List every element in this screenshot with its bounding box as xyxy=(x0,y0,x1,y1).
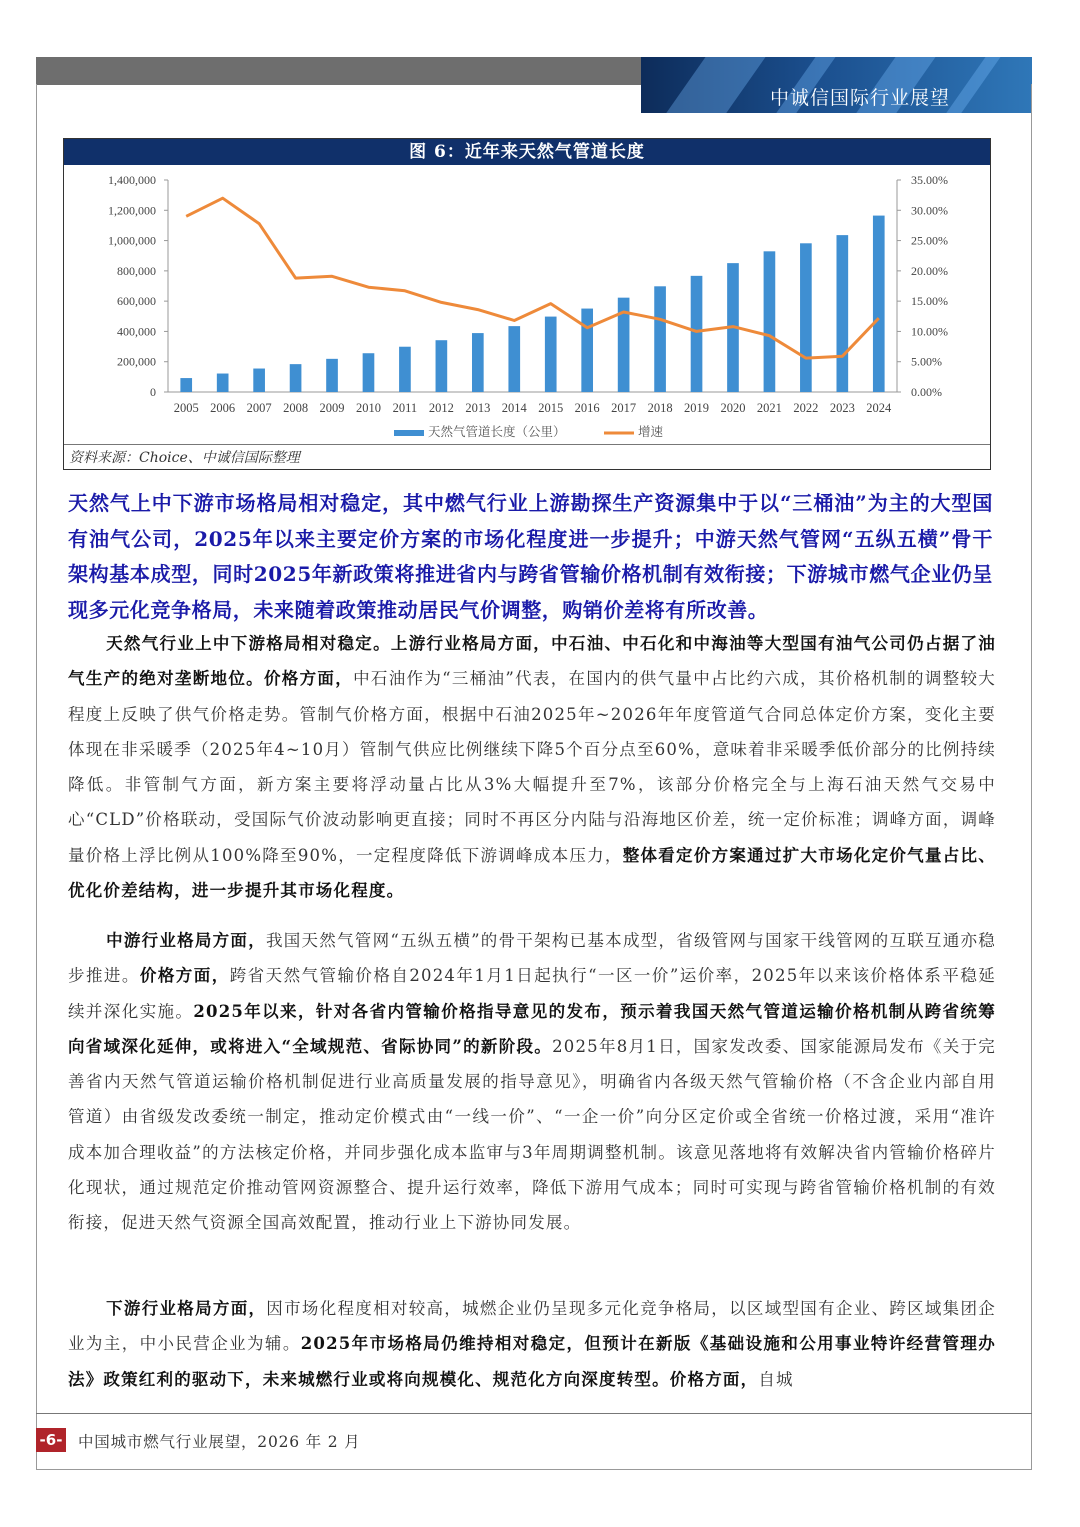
x-tick-label: 2022 xyxy=(793,401,819,415)
legend-line-label: 增速 xyxy=(638,425,664,439)
bar-2024 xyxy=(873,216,885,392)
midstream-text-1: 我国天然气管网“五纵五横”的骨干架构已基本成型，省级管网与国家干线管网的互联互通亦稳步推进。 xyxy=(68,931,996,986)
x-tick-label: 2021 xyxy=(756,401,782,415)
midstream-text-3: 2025年8月1日，国家发改委、国家能源局发布《关于完善省内天然气管道运输价格机制促进行业高质量发展的指导意见》，明确省内各级天然气管输价格（不含企业内部自用管道）由省级发改委统一制定，推动定价模式由“一线一价”、“一企一价”向分区定价或全省统一价格过渡，采用“准许成本加合理收益”的方法核定价格，并同步强化成本监审与3年周期调整机制。该意见落地将有效解决省内管输价格碎片化现状，通过规范定价推动管网资源整合、提升运行效率，降低下游用气成本；同时可实现与跨省管输价格机制的有效衔接，促进天然气资源全国高效配置，推动行业上下游协同发展。 xyxy=(68,1036,996,1233)
right-tick-label: 35.00% xyxy=(911,173,948,187)
figure-title: 图 6：近年来天然气管道长度 xyxy=(64,139,990,165)
left-tick-label: 1,400,000 xyxy=(108,173,156,187)
x-tick-label: 2020 xyxy=(720,401,746,415)
bar-2009 xyxy=(326,359,338,392)
page-number: -6- xyxy=(36,1428,66,1452)
x-tick-label: 2009 xyxy=(319,401,345,415)
midstream-bold-3: 2025年以来，针对各省内管输价格指导意见的发布，预示着我国天然气管道运输价格机制从跨省统筹向省域深化延伸，或将进入“全域规范、省际协同”的新阶段。 xyxy=(68,1001,996,1056)
left-tick-label: 0 xyxy=(150,385,156,399)
x-tick-label: 2017 xyxy=(611,401,637,415)
legend-bar-label: 天然气管道长度（公里） xyxy=(428,425,566,439)
x-tick-label: 2006 xyxy=(210,401,236,415)
paragraph-midstream xyxy=(68,923,996,1241)
bar-2019 xyxy=(691,276,703,392)
bar-2011 xyxy=(399,347,411,392)
bar-2016 xyxy=(581,309,593,392)
x-tick-label: 2018 xyxy=(647,401,673,415)
upstream-bold-2: 整体看定价方案通过扩大市场化定价气量占比、优化价差结构，进一步提升其市场化程度。 xyxy=(68,845,997,901)
x-tick-label: 2013 xyxy=(465,401,491,415)
midstream-bold-1: 中游行业格局方面， xyxy=(106,931,266,950)
figure-source: 资料来源：Choice、中诚信国际整理 xyxy=(69,450,300,466)
bar-2013 xyxy=(472,333,484,392)
x-tick-label: 2008 xyxy=(283,401,309,415)
left-tick-label: 200,000 xyxy=(117,354,156,369)
right-tick-label: 10.00% xyxy=(911,324,948,339)
left-tick-label: 600,000 xyxy=(117,294,156,309)
x-tick-label: 2015 xyxy=(538,401,564,415)
footer-divider xyxy=(36,1413,1032,1414)
right-tick-label: 25.00% xyxy=(911,233,948,248)
bar-2007 xyxy=(253,369,265,392)
left-tick-label: 800,000 xyxy=(117,263,156,278)
right-tick-label: 5.00% xyxy=(911,354,942,369)
left-tick-label: 400,000 xyxy=(117,324,156,339)
bar-2021 xyxy=(764,251,776,392)
figure-box xyxy=(63,138,991,470)
paragraph-upstream xyxy=(68,626,996,908)
left-tick-label: 1,000,000 xyxy=(108,233,156,248)
footer-text: 中国城市燃气行业展望，2026 年 2 月 xyxy=(78,1433,361,1451)
x-tick-label: 2014 xyxy=(501,401,527,415)
right-tick-label: 15.00% xyxy=(911,294,948,309)
midstream-bold-2: 价格方面， xyxy=(139,966,230,986)
right-tick-label: 0.00% xyxy=(911,385,942,399)
legend-bar-swatch xyxy=(394,430,424,436)
x-tick-label: 2019 xyxy=(684,401,710,415)
midstream-text-2: 跨省天然气管输价格自2024年1月1日起执行“一区一价”运价率，2025年以来该价格体系平稳延续并深化实施。 xyxy=(68,966,996,1021)
bar-2014 xyxy=(508,326,520,392)
bar-2023 xyxy=(836,235,848,392)
bar-2010 xyxy=(363,353,375,392)
bar-2022 xyxy=(800,243,812,392)
x-tick-label: 2012 xyxy=(428,401,454,415)
bar-2018 xyxy=(654,286,666,392)
x-tick-label: 2023 xyxy=(829,401,855,415)
x-tick-label: 2024 xyxy=(866,401,892,415)
right-tick-label: 20.00% xyxy=(911,263,948,278)
downstream-text-1: 因市场化程度相对较高，城燃企业仍呈现多元化竞争格局，以区域型国有企业、跨区域集团企业为主，中小民营企业为辅。 xyxy=(68,1299,996,1354)
paragraph-downstream xyxy=(68,1291,996,1397)
header-title: 中诚信国际行业展望 xyxy=(769,87,950,109)
bar-2006 xyxy=(217,374,229,392)
bar-2015 xyxy=(545,317,557,392)
right-tick-label: 30.00% xyxy=(911,203,948,218)
x-tick-label: 2011 xyxy=(392,401,418,415)
pipeline-length-chart xyxy=(64,166,990,446)
x-tick-label: 2005 xyxy=(173,401,199,415)
downstream-text-2: 自城 xyxy=(758,1369,794,1389)
header-bar xyxy=(36,57,644,85)
left-tick-label: 1,200,000 xyxy=(108,203,156,218)
bar-2005 xyxy=(180,378,192,392)
x-tick-label: 2007 xyxy=(246,401,272,415)
x-tick-label: 2010 xyxy=(355,401,381,415)
downstream-bold-2: 2025年市场格局仍维持相对稳定，但预计在新版《基础设施和公用事业特许经营管理办法》政策红利的驱动下，未来城燃行业或将向规模化、规范化方向深度转型。价格方面， xyxy=(68,1334,996,1389)
bar-2012 xyxy=(436,340,448,392)
upstream-text-1: 中石油作为“三桶油”代表，在国内的供气量中占比约六成，其价格机制的调整较大程度上反映了供气价格走势。管制气价格方面，根据中石油2025年~2026年年度管道气合同总体定价方案，变化主要体现在非采暖季（2025年4~10月）管制气供应比例继续下降5个百分点至60%，意味着非采暖季低价部分的比例持续降低。非管制气方面，新方案主要将浮动量占比从3%大幅提升至7%，该部分价格完全与上海石油天然气交易中心“CLD”价格联动，受国际气价波动影响更直接；同时不再区分内陆与沿海地区价差，统一定价标准；调峰方面，调峰量价格上浮比例从100%降至90%，一定程度降低下游调峰成本压力， xyxy=(68,669,996,865)
figure-source-divider xyxy=(64,444,990,445)
x-tick-label: 2016 xyxy=(574,401,600,415)
bar-2008 xyxy=(290,364,302,392)
downstream-bold-1: 下游行业格局方面， xyxy=(106,1299,267,1318)
upstream-bold-1: 天然气行业上中下游格局相对稳定。上游行业格局方面，中石油、中石化和中海油等大型国有油气公司仍占据了油气生产的绝对垄断地位。价格方面， xyxy=(68,634,996,689)
summary-paragraph: 天然气上中下游市场格局相对稳定，其中燃气行业上游勘探生产资源集中于以“三桶油”为主的大型国有油气公司，2025年以来主要定价方案的市场化程度进一步提升；中游天然气管网“五纵五横”骨干架构基本成型，同时2025年新政策将推进省内与跨省管输价格机制有效衔接；下游城市燃气企业仍呈现多元化竞争格局，未来随着政策推动居民气价调整，购销价差将有所改善。 xyxy=(68,491,993,622)
